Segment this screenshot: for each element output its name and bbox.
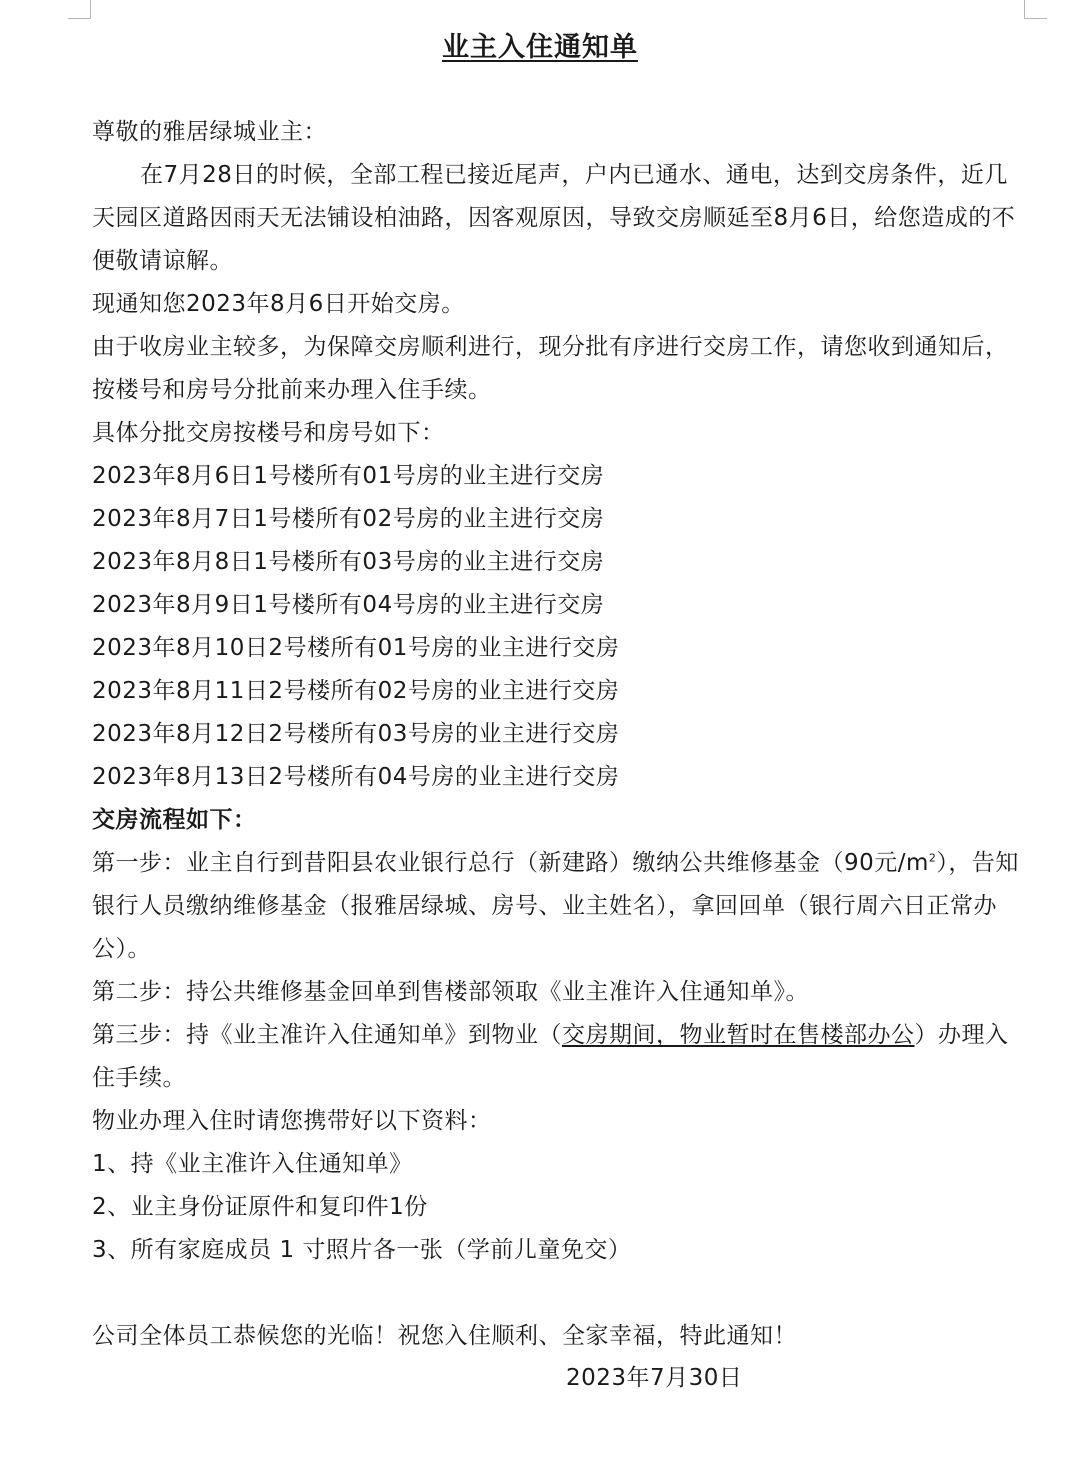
schedule-item: 2023年8月9日1号楼所有04号房的业主进行交房 [92, 592, 605, 618]
step-one-text-b: ），告知银行人员缴纳维修基金（报雅居绿城、房号、业主姓名），拿回回单（银行周六日正常办公）。 [92, 850, 1019, 962]
step-three-paragraph [92, 1014, 1027, 1100]
document-title-text: 业主入住通知单 [442, 32, 638, 63]
schedule-item: 2023年8月11日2号楼所有02号房的业主进行交房 [92, 678, 620, 704]
step-one-text-a: 第一步：业主自行到昔阳县农业银行总行（新建路）缴纳公共维修基金（90元/m [92, 850, 929, 876]
page-corner-mark-left [68, 0, 91, 19]
square-meter-superscript: 2 [928, 851, 937, 865]
salutation: 尊敬的雅居绿城业主： [92, 119, 327, 145]
schedule-heading: 具体分批交房按楼号和房号如下： [92, 420, 445, 446]
materials-item: 3、所有家庭成员 1 寸照片各一张（学前儿童免交） [92, 1237, 632, 1263]
schedule-item: 2023年8月8日1号楼所有03号房的业主进行交房 [92, 549, 605, 575]
step-three-text-a: 第三步：持《业主准许入住通知单》到物业（ [92, 1022, 562, 1048]
batch-intro-paragraph: 由于收房业主较多，为保障交房顺利进行，现分批有序进行交房工作，请您收到通知后，按楼号和房号分批前来办理入住手续。 [92, 334, 1009, 403]
materials-item: 1、持《业主准许入住通知单》 [92, 1151, 413, 1177]
document-title [0, 28, 1080, 68]
page-corner-mark-right [1024, 0, 1047, 19]
intro-paragraph: 在7月28日的时候，全部工程已接近尾声，户内已通水、通电，达到交房条件，近几天园区道路因雨天无法铺设柏油路，因客观原因，导致交房顺延至8月6日，给您造成的不便敬请谅解。 [92, 162, 1016, 274]
document-body [92, 111, 1027, 1358]
step-one-paragraph [92, 842, 1027, 971]
notice-paragraph: 现通知您2023年8月6日开始交房。 [92, 291, 465, 317]
process-heading: 交房流程如下： [92, 807, 257, 833]
step-two-paragraph: 第二步：持公共维修基金回单到售楼部领取《业主准许入住通知单》。 [92, 979, 809, 1005]
closing-paragraph: 公司全体员工恭候您的光临！祝您入住顺利、全家幸福，特此通知！ [92, 1323, 797, 1349]
blank-line [92, 1272, 1027, 1315]
step-three-underlined-note: 交房期间，物业暂时在售楼部办公 [562, 1022, 915, 1048]
schedule-item: 2023年8月12日2号楼所有03号房的业主进行交房 [92, 721, 620, 747]
schedule-item: 2023年8月10日2号楼所有01号房的业主进行交房 [92, 635, 620, 661]
schedule-item: 2023年8月7日1号楼所有02号房的业主进行交房 [92, 506, 605, 532]
document-date: 2023年7月30日 [566, 1365, 743, 1391]
step-three-text-b: ）办理入住手续。 [92, 1022, 1009, 1091]
materials-heading: 物业办理入住时请您携带好以下资料： [92, 1108, 492, 1134]
schedule-item: 2023年8月13日2号楼所有04号房的业主进行交房 [92, 764, 620, 790]
materials-item: 2、业主身份证原件和复印件1份 [92, 1194, 428, 1220]
schedule-item: 2023年8月6日1号楼所有01号房的业主进行交房 [92, 463, 605, 489]
